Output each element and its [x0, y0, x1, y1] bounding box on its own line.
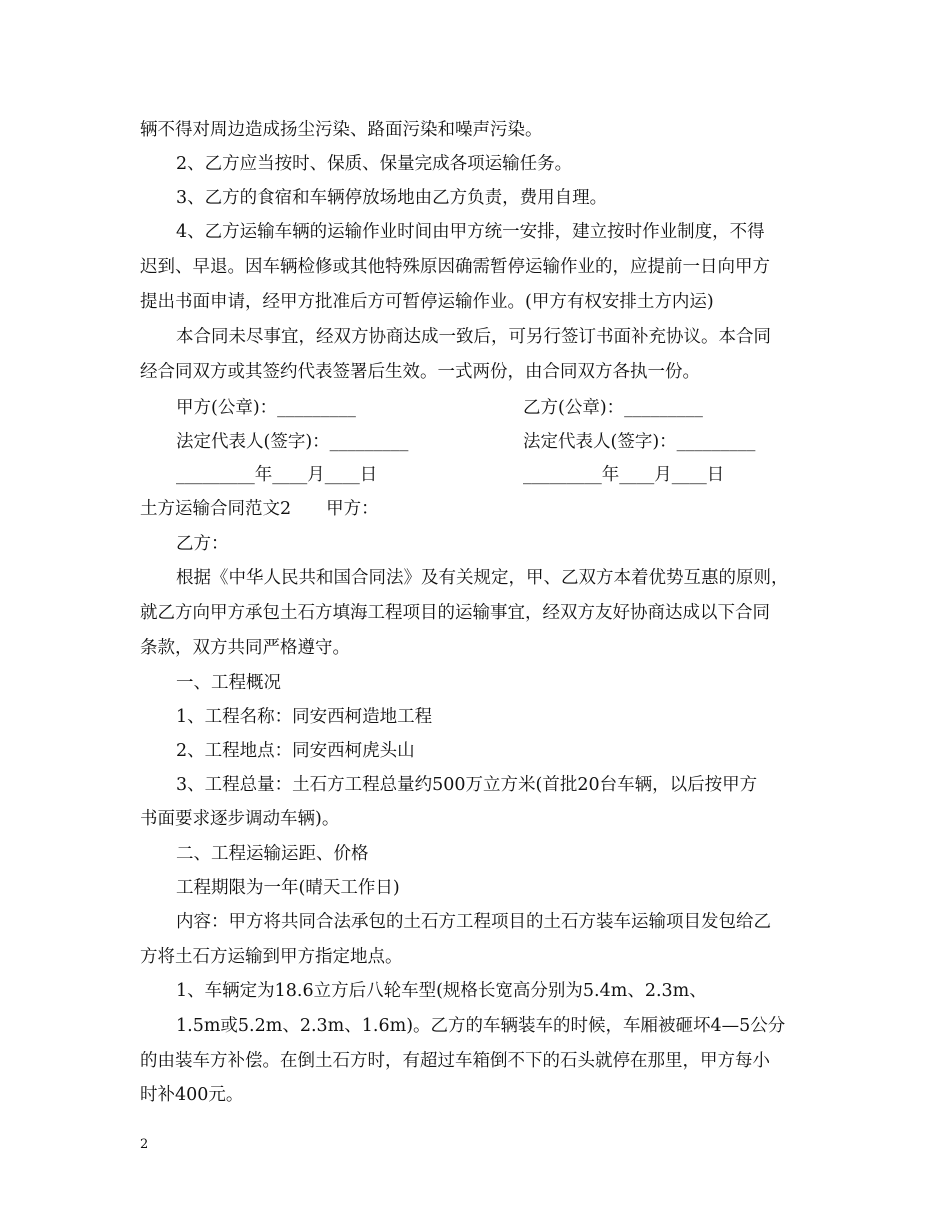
- section-heading: 土方运输合同范文2 甲方：: [140, 499, 379, 519]
- paragraph-line: 迟到、早退。因车辆检修或其他特殊原因确需暂停运输作业的，应提前一日向甲方: [140, 257, 770, 277]
- paragraph-line: 提出书面申请，经甲方批准后方可暂停运输作业。(甲方有权安排土方内运): [140, 292, 714, 312]
- section-heading: 二、工程运输运距、价格: [176, 844, 369, 864]
- paragraph-line: 内容：甲方将共同合法承包的土石方工程项目的土石方装车运输项目发包给乙: [176, 912, 771, 932]
- paragraph-line: 就乙方向甲方承包土石方填海工程项目的运输事宜，经双方友好协商达成以下合同: [140, 603, 770, 623]
- paragraph-line: 条款，双方共同严格遵守。: [140, 638, 350, 658]
- paragraph-line: 本合同未尽事宜，经双方协商达成一致后，可另行签订书面补充协议。本合同: [176, 327, 771, 347]
- section-heading: 一、工程概况: [176, 673, 281, 693]
- party-b-representative: 法定代表人(签字)：_________: [523, 432, 756, 452]
- party-a-date: _________年____月____日: [176, 465, 378, 485]
- paragraph-line: 的由装车方补偿。在倒土石方时，有超过车箱倒不下的石头就停在那里，甲方每小: [140, 1051, 770, 1071]
- paragraph-line: 1、工程名称：同安西柯造地工程: [176, 707, 433, 727]
- party-b-date: _________年____月____日: [523, 465, 725, 485]
- paragraph-line: 3、乙方的食宿和车辆停放场地由乙方负责，费用自理。: [176, 188, 608, 208]
- paragraph-line: 1.5m或5.2m、2.3m、1.6m)。乙方的车辆装车的时候，车厢被砸坏4—5公分: [176, 1016, 786, 1036]
- page-number: 2: [140, 1137, 149, 1152]
- paragraph-line: 工程期限为一年(晴天工作日): [176, 878, 400, 898]
- paragraph-line: 乙方：: [176, 534, 229, 554]
- paragraph-line: 根据《中华人民共和国合同法》及有关规定，甲、乙双方本着优势互惠的原则，: [176, 568, 789, 588]
- paragraph-line: 时补400元。: [140, 1085, 244, 1105]
- party-a-seal: 甲方(公章)：_________: [176, 398, 356, 418]
- paragraph-line: 书面要求逐步调动车辆)。: [140, 809, 340, 829]
- party-b-seal: 乙方(公章)：_________: [523, 398, 703, 418]
- paragraph-line: 3、工程总量：土石方工程总量约500万立方米(首批20台车辆，以后按甲方: [176, 775, 758, 795]
- paragraph-line: 2、乙方应当按时、保质、保量完成各项运输任务。: [176, 154, 573, 174]
- paragraph-line: 2、工程地点：同安西柯虎头山: [176, 741, 415, 761]
- party-a-representative: 法定代表人(签字)：_________: [176, 432, 409, 452]
- paragraph-line: 方将土石方运输到甲方指定地点。: [140, 947, 403, 967]
- paragraph-line: 4、乙方运输车辆的运输作业时间由甲方统一安排，建立按时作业制度，不得: [176, 222, 765, 242]
- paragraph-line: 1、车辆定为18.6立方后八轮车型(规格长宽高分别为5.4m、2.3m、: [176, 981, 707, 1001]
- paragraph-line: 辆不得对周边造成扬尘污染、路面污染和噪声污染。: [140, 120, 543, 140]
- paragraph-line: 经合同双方或其签约代表签署后生效。一式两份，由合同双方各执一份。: [140, 362, 700, 382]
